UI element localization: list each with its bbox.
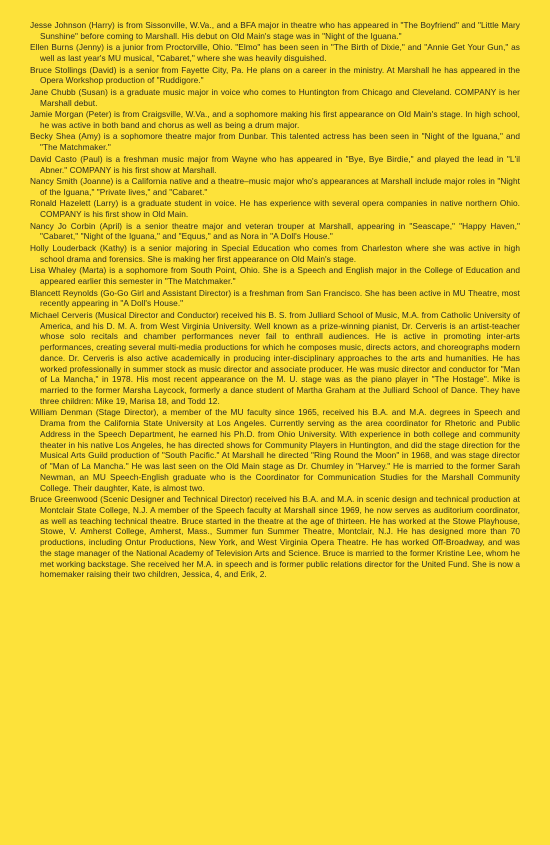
bio-holly-louderback: Holly Louderback (Kathy) is a senior majoring in Special Education who comes from Charleston where she was active in high school drama and forensics. She is making her first appearance on Old Main's stage. — [30, 242, 520, 264]
bio-ronald-hazelett: Ronald Hazelett (Larry) is a graduate student in voice. He has experience with several opera companies in native northern Ohio. COMPANY is his first show in Old Main. — [30, 198, 520, 220]
program-biographies-page — [30, 20, 520, 581]
bio-bruce-stollings: Bruce Stollings (David) is a senior from Fayette City, Pa. He plans on a career in the ministry. At Marshall he has appeared in the Opera Workshop production of "Ruddigore." — [30, 64, 520, 86]
bio-nancy-jo-corbin: Nancy Jo Corbin (April) is a senior theatre major and veteran trouper at Marshall, appearing in "Seascape," "Happy Haven," "Cabaret," "Night of the Iguana," and "Equus," and as Nora in "A Doll's House." — [30, 220, 520, 242]
bio-jane-chubb: Jane Chubb (Susan) is a graduate music major in voice who comes to Huntington from Chicago and Cleveland. COMPANY is her Marshall debut. — [30, 86, 520, 108]
bio-david-casto: David Casto (Paul) is a freshman music major from Wayne who has appeared in "Bye, Bye Birdie," and played the lead in "L'il Abner." COMPANY is his first show at Marshall. — [30, 153, 520, 175]
bio-becky-shea: Becky Shea (Amy) is a sophomore theatre major from Dunbar. This talented actress has been seen in "Night of the Iguana," and "The Matchmaker." — [30, 131, 520, 153]
bio-blancett-reynolds: Blancett Reynolds (Go-Go Girl and Assistant Director) is a freshman from San Francisco. She has been active in MU Theatre, most recently appearing in "A Doll's House." — [30, 287, 520, 309]
bio-jesse-johnson: Jesse Johnson (Harry) is from Sissonville, W.Va., and a BFA major in theatre who has appeared in "The Boyfriend" and "Little Mary Sunshine" before coming to Marshall. His debut on Old Main's stage was in "Night of the Iguana." — [30, 20, 520, 41]
bio-ellen-burns: Ellen Burns (Jenny) is a junior from Proctorville, Ohio. "Elmo" has been seen in "The Birth of Dixie," and "Annie Get Your Gun," as well as last year's MU musical, "Cabaret," where she was heavily disguished. — [30, 42, 520, 64]
bio-nancy-smith: Nancy Smith (Joanne) is a California native and a theatre–music major who's appearances at Marshall include major roles in "Night of the Iguana," "Private lives," and "Cabaret." — [30, 176, 520, 197]
bio-jamie-morgan: Jamie Morgan (Peter) is from Craigsville, W.Va., and a sophomore making his first appearance on Old Main's stage. In high school, he was active in both band and chorus as well as being a drum major. — [30, 109, 520, 130]
bio-william-denman: William Denman (Stage Director), a member of the MU faculty since 1965, received his B.A. and M.A. degrees in Speech and Drama from the California State University at Los Angeles. Currently serving as the area coordinator for Rhetoric and Public Address in the Speech Department, he earned his Ph.D. from Ohio University. With experience in both college and community theater in his native Los Angeles, he has directed shows for Community Players in Huntington, and did the stage direction for the Musical Arts Guild production of "South Pacific." At Marshall he directed "Ring Round the Moon" in 1968, and was stage director of "Man of La Mancha." He was last seen on the Old Main stage as Dr. Chumley in "Harvey." He is married to the former Sarah Newman, an MU Speech-English graduate who is the Coordinator for Communication Studies for the Marshall Community College. Their daughter, Kate, is almost two. — [30, 407, 520, 493]
bio-lisa-whaley: Lisa Whaley (Marta) is a sophomore from South Point, Ohio. She is a Speech and English major in the College of Education and appeared earlier this semester in "The Matchmaker." — [30, 265, 520, 287]
bio-bruce-greenwood: Bruce Greenwood (Scenic Designer and Technical Director) received his B.A. and M.A. in scenic design and technical production at Montclair State College, N.J. A member of the Speech faculty at Marshall since 1969, he now serves as auditorium coordinator, as well as teaching technical theatre. Bruce started in the theatre at the age of thirteen. He has worked at the Stowe Playhouse, Stowe, V. Amherst College, Amherst, Mass., Summer fun Summer Theatre, Montclair, N.J. He has designed more than 70 productions, including Ontur Productions, New York, and West Virginia Opera Theatre. He has worked Off-Broadway, and was the stage manager of the National Academy of Television Arts and Science. Bruce is married to the former Kristine Lee, whom he met working backstage. She received her M.A. in speech and is former public relations director for the United Fund. She is now a homemaker raising their two children, Jessica, 4, and Erik, 2. — [30, 494, 520, 580]
bio-michael-cerveris: Michael Cerveris (Musical Director and Conductor) received his B. S. from Julliard School of Music, M.A. from Catholic University of America, and his D. M. A. from West Virginia University. Well known as a prize-winning pianist, Dr. Cerveris is an artist-teacher whose solo recitals and chamber performances never fail to enthrall audiences. He is active in promoting inter-arts performances, creating several multi-media productions for which he composes music, directs actors, and choreographs modern dance. Dr. Cerveris is also active academically in producing inter-disciplinary approaches to the arts and humanities. He has worked professionally in summer stock as music director and associate producer. He was music director and conductor for "Man of La Mancha," in 1978. His most recent appearance on the M. U. stage was as the piano player in "The Hostage". Mike is married to the former Marsha Laycock, formerly a dance student of Martha Graham at the Julliard School of Dance. They have three children: Mike 19, Marisa 18, and Todd 12. — [30, 309, 520, 406]
